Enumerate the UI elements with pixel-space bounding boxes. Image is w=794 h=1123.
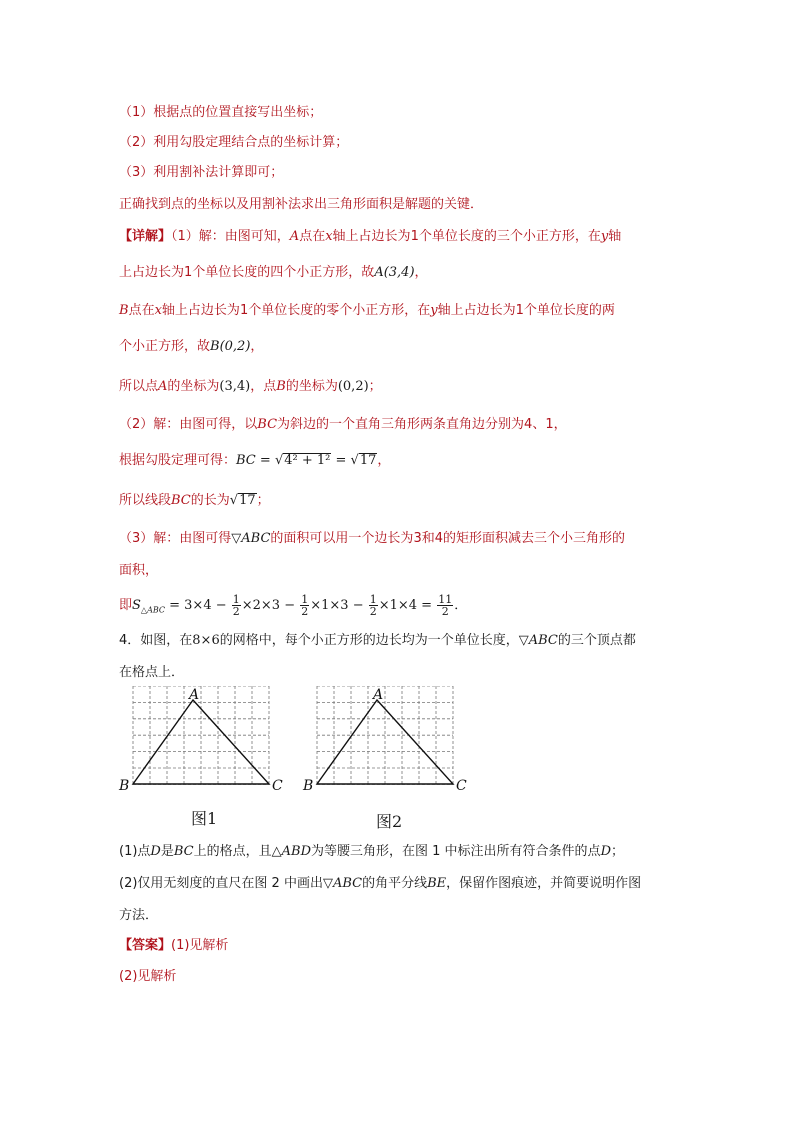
answer-line-1: 【答案】(1)见解析 [119,938,229,953]
label-c-figure-1: C [272,778,283,792]
question-4-part-2-cont: 方法． [119,908,159,923]
fraction-half: $\frac{1}{2}$ [232,593,240,618]
detail-line-11: 即$S_{\triangle ABC} = 3\times 4$ − $\frac{1}{2}$ ×2×3 − $\frac{1}{2}$ ×1×3 − $\frac{1}{2}$ ×1×4 = $\frac{11}{2}$ ． [119,593,468,618]
detail-line-3: B点在x轴上占边长为1个单位长度的零个小正方形，在y轴上占边长为1个单位长度的两 [119,303,615,318]
detail-line-9: （3）解：由图可得▽ABC的面积可以用一个边长为3和4的矩形面积减去三个小三角形的 [119,531,626,546]
figure-1-caption: 图1 [191,809,218,828]
method-line-1: （1）根据点的位置直接写出坐标； [119,105,323,120]
key-point-line: 正确找到点的坐标以及用割补法求出三角形面积是解题的关键． [119,197,484,212]
detail-line-8: 所以线段BC的长为√17； [119,493,270,508]
fraction-half: $\frac{1}{2}$ [369,593,377,618]
method-line-2: （2）利用勾股定理结合点的坐标计算； [119,135,349,150]
method-line-3: （3）利用割补法计算即可； [119,165,284,180]
question-4-part-1: (1)点D是BC上的格点，且△ABD为等腰三角形，在图 1 中标注出所有符合条件的点D； [119,844,625,859]
label-b-figure-2: B [303,778,314,792]
detail-line-2: 上占边长为1个单位长度的四个小正方形，故A(3,4)， [119,265,428,280]
detail-line-5: 所以点A的坐标为(3,4)，点B的坐标为(0,2)； [119,379,382,394]
answer-line-2: (2)见解析 [119,969,177,984]
detail-line-6: （2）解：由图可得，以BC为斜边的一个直角三角形两条直角边分别为4、1， [119,417,567,432]
label-c-figure-2: C [456,778,467,792]
detail-line-7: 根据勾股定理可得：BC = √4² + 1² = √17， [119,453,391,468]
detail-line-10: 面积， [119,563,159,578]
detail-line-4: 个小正方形，故B(0,2)， [119,339,264,354]
question-4-line-1: 4．如图，在8×6的网格中，每个小正方形的边长均为一个单位长度，▽ABC的三个顶点都 [119,633,636,648]
figure-1 [114,686,294,792]
figure-2 [298,686,478,792]
label-b-figure-1: B [119,778,130,792]
grid-figure-2 [317,686,453,784]
figure-2-caption: 图2 [376,812,403,831]
question-4-line-2: 在格点上． [119,665,185,680]
label-a-figure-1: A [189,687,200,703]
question-4-part-2: (2)仅用无刻度的直尺在图 2 中画出▽ABC的角平分线BE，保留作图痕迹，并简要说明作图 [119,876,642,891]
detail-tag: 【详解】 [119,229,172,244]
fraction-result: $\frac{11}{2}$ [438,593,453,618]
label-a-figure-2: A [373,687,384,703]
detail-line-1: 【详解】（1）解：由图可知，A点在x轴上占边长为1个单位长度的三个小正方形，在y轴 [119,229,622,244]
fraction-half: $\frac{1}{2}$ [301,593,309,618]
grid-figure-1 [133,686,269,784]
answer-tag: 【答案】 [119,938,172,953]
